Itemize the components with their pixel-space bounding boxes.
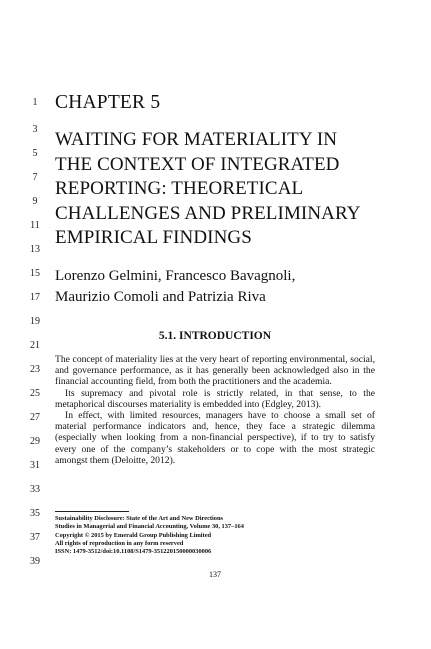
line-number: 23 bbox=[30, 364, 40, 375]
title-line: WAITING FOR MATERIALITY IN bbox=[55, 129, 338, 150]
line-number: 11 bbox=[30, 220, 40, 231]
title-line: REPORTING: THEORETICAL bbox=[55, 178, 304, 199]
line-number: 33 bbox=[30, 484, 40, 495]
paragraph: In effect, with limited resources, managers have to choose a small set of material performance indicators and, hence, they face a strategic dilemma (especially when looking from a non-financial perspective), if to try to satisfy every one of the company’s stakeholders or to cope with the most strategic amongst them (Deloitte, 2012). bbox=[55, 410, 375, 466]
line-number: 15 bbox=[30, 268, 40, 279]
author-line: Maurizio Comoli and Patrizia Riva bbox=[55, 288, 266, 305]
line-number: 27 bbox=[30, 412, 40, 423]
title-line: CHALLENGES AND PRELIMINARY bbox=[55, 202, 361, 224]
title-line: EMPIRICAL FINDINGS bbox=[55, 227, 252, 248]
line-number: 17 bbox=[30, 292, 40, 303]
line-number: 1 bbox=[32, 97, 38, 108]
author-line: Lorenzo Gelmini, Francesco Bavagnoli, bbox=[55, 268, 296, 284]
page-number: 137 bbox=[209, 570, 221, 579]
paragraph: The concept of materiality lies at the very heart of reporting environmental, social, and governance performance, as it has generally been acknowledged also in the financial accounting field, from both the practitioners and the academia. bbox=[55, 354, 375, 388]
publication-footnote bbox=[55, 515, 244, 556]
line-number: 31 bbox=[30, 460, 40, 471]
footnote-divider bbox=[55, 511, 129, 512]
footnote-line: All rights of reproduction in any form reserved bbox=[55, 539, 184, 547]
footnote-line: Copyright © 2015 by Emerald Group Publishing Limited bbox=[55, 531, 212, 539]
line-number: 21 bbox=[30, 340, 40, 351]
line-number: 39 bbox=[30, 556, 40, 567]
line-number: 25 bbox=[30, 388, 40, 399]
body-text bbox=[55, 354, 375, 466]
title-line: THE CONTEXT OF INTEGRATED bbox=[55, 153, 340, 175]
line-number: 35 bbox=[30, 508, 40, 519]
line-number: 37 bbox=[30, 532, 40, 543]
footnote-line: Sustainability Disclosure: State of the Art and New Directions bbox=[55, 515, 224, 522]
line-number: 13 bbox=[30, 244, 40, 255]
line-number: 9 bbox=[32, 196, 38, 207]
chapter-label: CHAPTER 5 bbox=[55, 92, 161, 113]
section-heading: 5.1. INTRODUCTION bbox=[158, 330, 272, 342]
chapter-title bbox=[55, 128, 400, 251]
footnote-line: Studies in Managerial and Financial Accounting, Volume 30, 137–164 bbox=[55, 523, 244, 531]
line-number: 7 bbox=[32, 172, 38, 183]
line-number: 3 bbox=[32, 124, 38, 135]
line-number: 5 bbox=[32, 148, 38, 159]
paragraph: Its supremacy and pivotal role is strictly related, in that sense, to the metaphorical discourses materiality is embedded into (Edgley, 2013). bbox=[55, 387, 375, 410]
footnote-line: ISSN: 1479-3512/doi:10.1108/S1479-351220150000030006 bbox=[55, 548, 212, 556]
line-number: 19 bbox=[30, 316, 40, 327]
line-number: 29 bbox=[30, 436, 40, 447]
author-list bbox=[55, 266, 295, 307]
